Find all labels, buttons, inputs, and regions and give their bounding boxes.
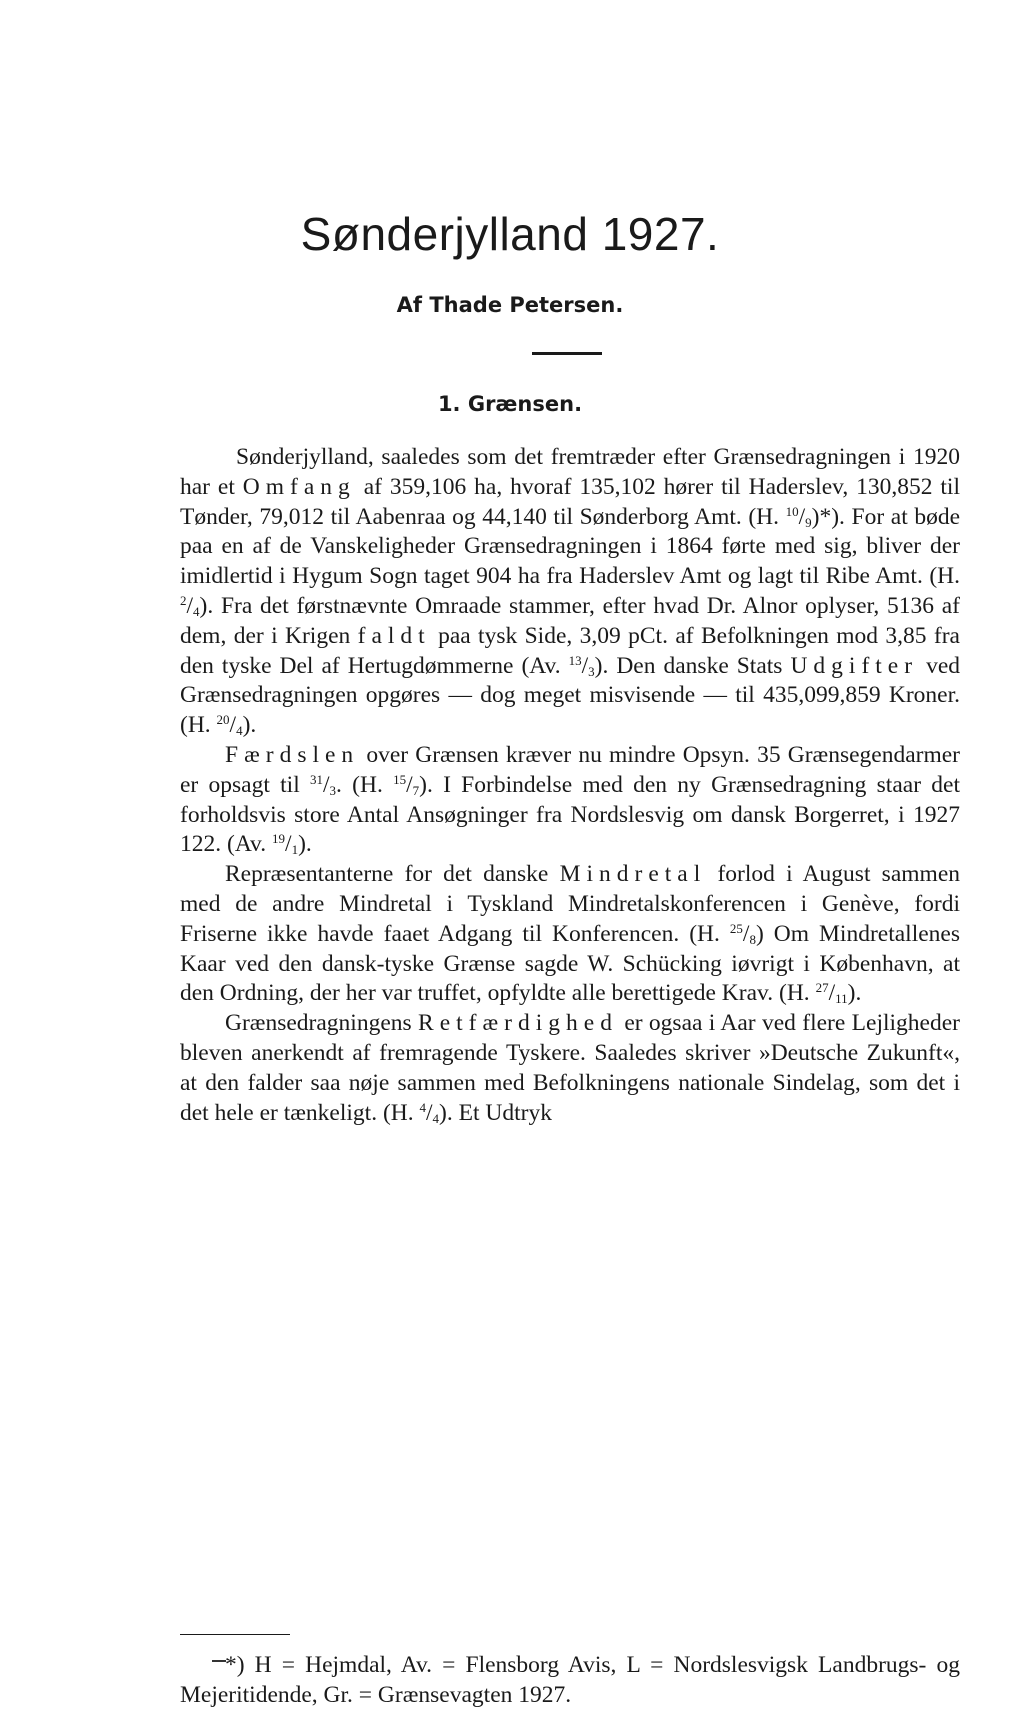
footnote: *) H = Hejmdal, Av. = Flensborg Avis, L = Nordslesvigsk Landbrugs- og Mejeritidende, Gr. = Grænsevagten 1927. — [180, 1652, 960, 1708]
spaced-word: Udgifter — [790, 652, 919, 679]
spaced-word: Omfang — [242, 473, 356, 500]
paragraph-3: Repræsentanterne for det danske Mindretal forlod i August sammen med de andre Mindretal i Tyskland Mindretalskonferencen i Genève, fordi Friserne ikke havde faaet Adgang til Konferencen. (H. $^{25}/_8$) Om Mindretallenes Kaar ved den dansk-tyske Grænse sagde W. Schücking iøvrigt i København, at den Ordning, der her var truffet, opfyldte alle berettigede Krav. (H. $^{27}/_{11}$). — [180, 861, 960, 1007]
footnote-divider — [180, 1634, 290, 1635]
title-divider — [532, 352, 602, 355]
spaced-word: Færdslen — [225, 741, 360, 768]
paragraph-1: Sønderjylland, saaledes som det fremtræder efter Grænsedragningen i 1920 har et Omfang af 359,106 ha, hvoraf 135,102 hører til Haderslev, 130,852 til Tønder, 79,012 til Aabenraa og 44,140 til Sønderborg Amt. (H. $^{10}/_9)*$). For at bøde paa en af de Vanskeligheder Grænsedragningen i 1864 førte med sig, bliver der imidlertid i Hygum Sogn taget 904 ha fra Haderslev Amt og lagt til Ribe Amt. (H. $^2/_4$). Fra det førstnævnte Omraade stammer, efter hvad Dr. Alnor oplyser, 5136 af dem, der i Krigen faldt paa tysk Side, 3,09 pCt. af Befolkningen mod 3,85 fra den tyske Del af Hertugdømmerne (Av. $^{13}/_3$). Den danske Stats Udgifter ved Grænsedragningen opgøres — dog meget misvisende — til 435,099,859 Kroner. (H. $^{20}/_4$). — [180, 444, 961, 739]
author-line: Af Thade Petersen. — [396, 293, 624, 317]
stray-mark — [212, 1660, 226, 1662]
article-body — [180, 443, 960, 1128]
section-heading: 1. Grænsen. — [437, 392, 583, 416]
spaced-word: faldt — [357, 622, 431, 649]
paragraph-4: Grænsedragningens Retfærdighed er ogsaa i Aar ved flere Lejligheder bleven anerkendt af fremragende Tyskere. Saaledes skriver »Deutsche Zukunft«, at den falder saa nøje sammen med Befolkningens nationale Sindelag, som det i det hele er tænkeligt. (H. $^4/_4$). Et Udtryk — [180, 1010, 960, 1126]
paragraph-2: Færdslen over Grænsen kræver nu mindre Opsyn. 35 Grænsegendarmer er opsagt til $^{31}/_3$. (H. $^{15}/_7$). I Forbindelse med den ny Grænsedragning staar det forholdsvis store Antal Ansøgninger fra Nordslesvig om dansk Borgerret, i 1927 122. (Av. $^{19}/_1$). — [180, 741, 960, 858]
spaced-word: Retfærdighed — [418, 1010, 618, 1037]
article-title: Sønderjylland 1927. — [300, 208, 720, 260]
spaced-word: Mindretal — [559, 861, 707, 888]
